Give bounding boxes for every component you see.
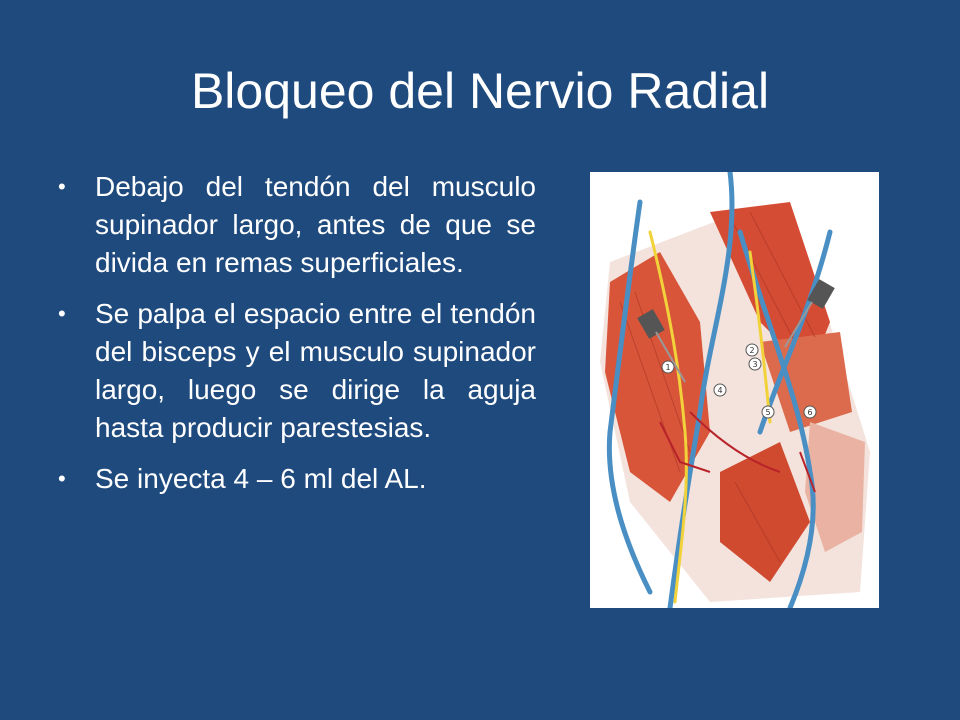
- bullet-item: [58, 168, 536, 282]
- bullet-text: Se inyecta 4 – 6 ml del AL.: [95, 463, 427, 494]
- marker-1: 1: [665, 363, 671, 372]
- marker-4: 4: [717, 386, 723, 395]
- slide-title: Bloqueo del Nervio Radial: [190, 63, 770, 119]
- bullet-icon: •: [58, 301, 66, 326]
- bullet-list: [58, 168, 536, 511]
- marker-5: 5: [765, 408, 771, 417]
- marker-3: 3: [752, 360, 758, 369]
- bullet-icon: •: [58, 174, 66, 199]
- bullet-item: [58, 295, 536, 447]
- bullet-item: [58, 460, 536, 498]
- bullet-text: Se palpa el espacio entre el tendón del bisceps y el musculo supinador largo, luego se dirige la aguja hasta producir parestesias.: [95, 298, 536, 443]
- bullet-text: Debajo del tendón del musculo supinador largo, antes de que se divida en remas superficiales.: [95, 171, 536, 278]
- anatomy-illustration: [590, 172, 879, 608]
- forearm-anatomy-drawing: [590, 172, 879, 608]
- marker-6: 6: [807, 408, 813, 417]
- marker-2: 2: [749, 346, 755, 355]
- bullet-icon: •: [58, 466, 66, 491]
